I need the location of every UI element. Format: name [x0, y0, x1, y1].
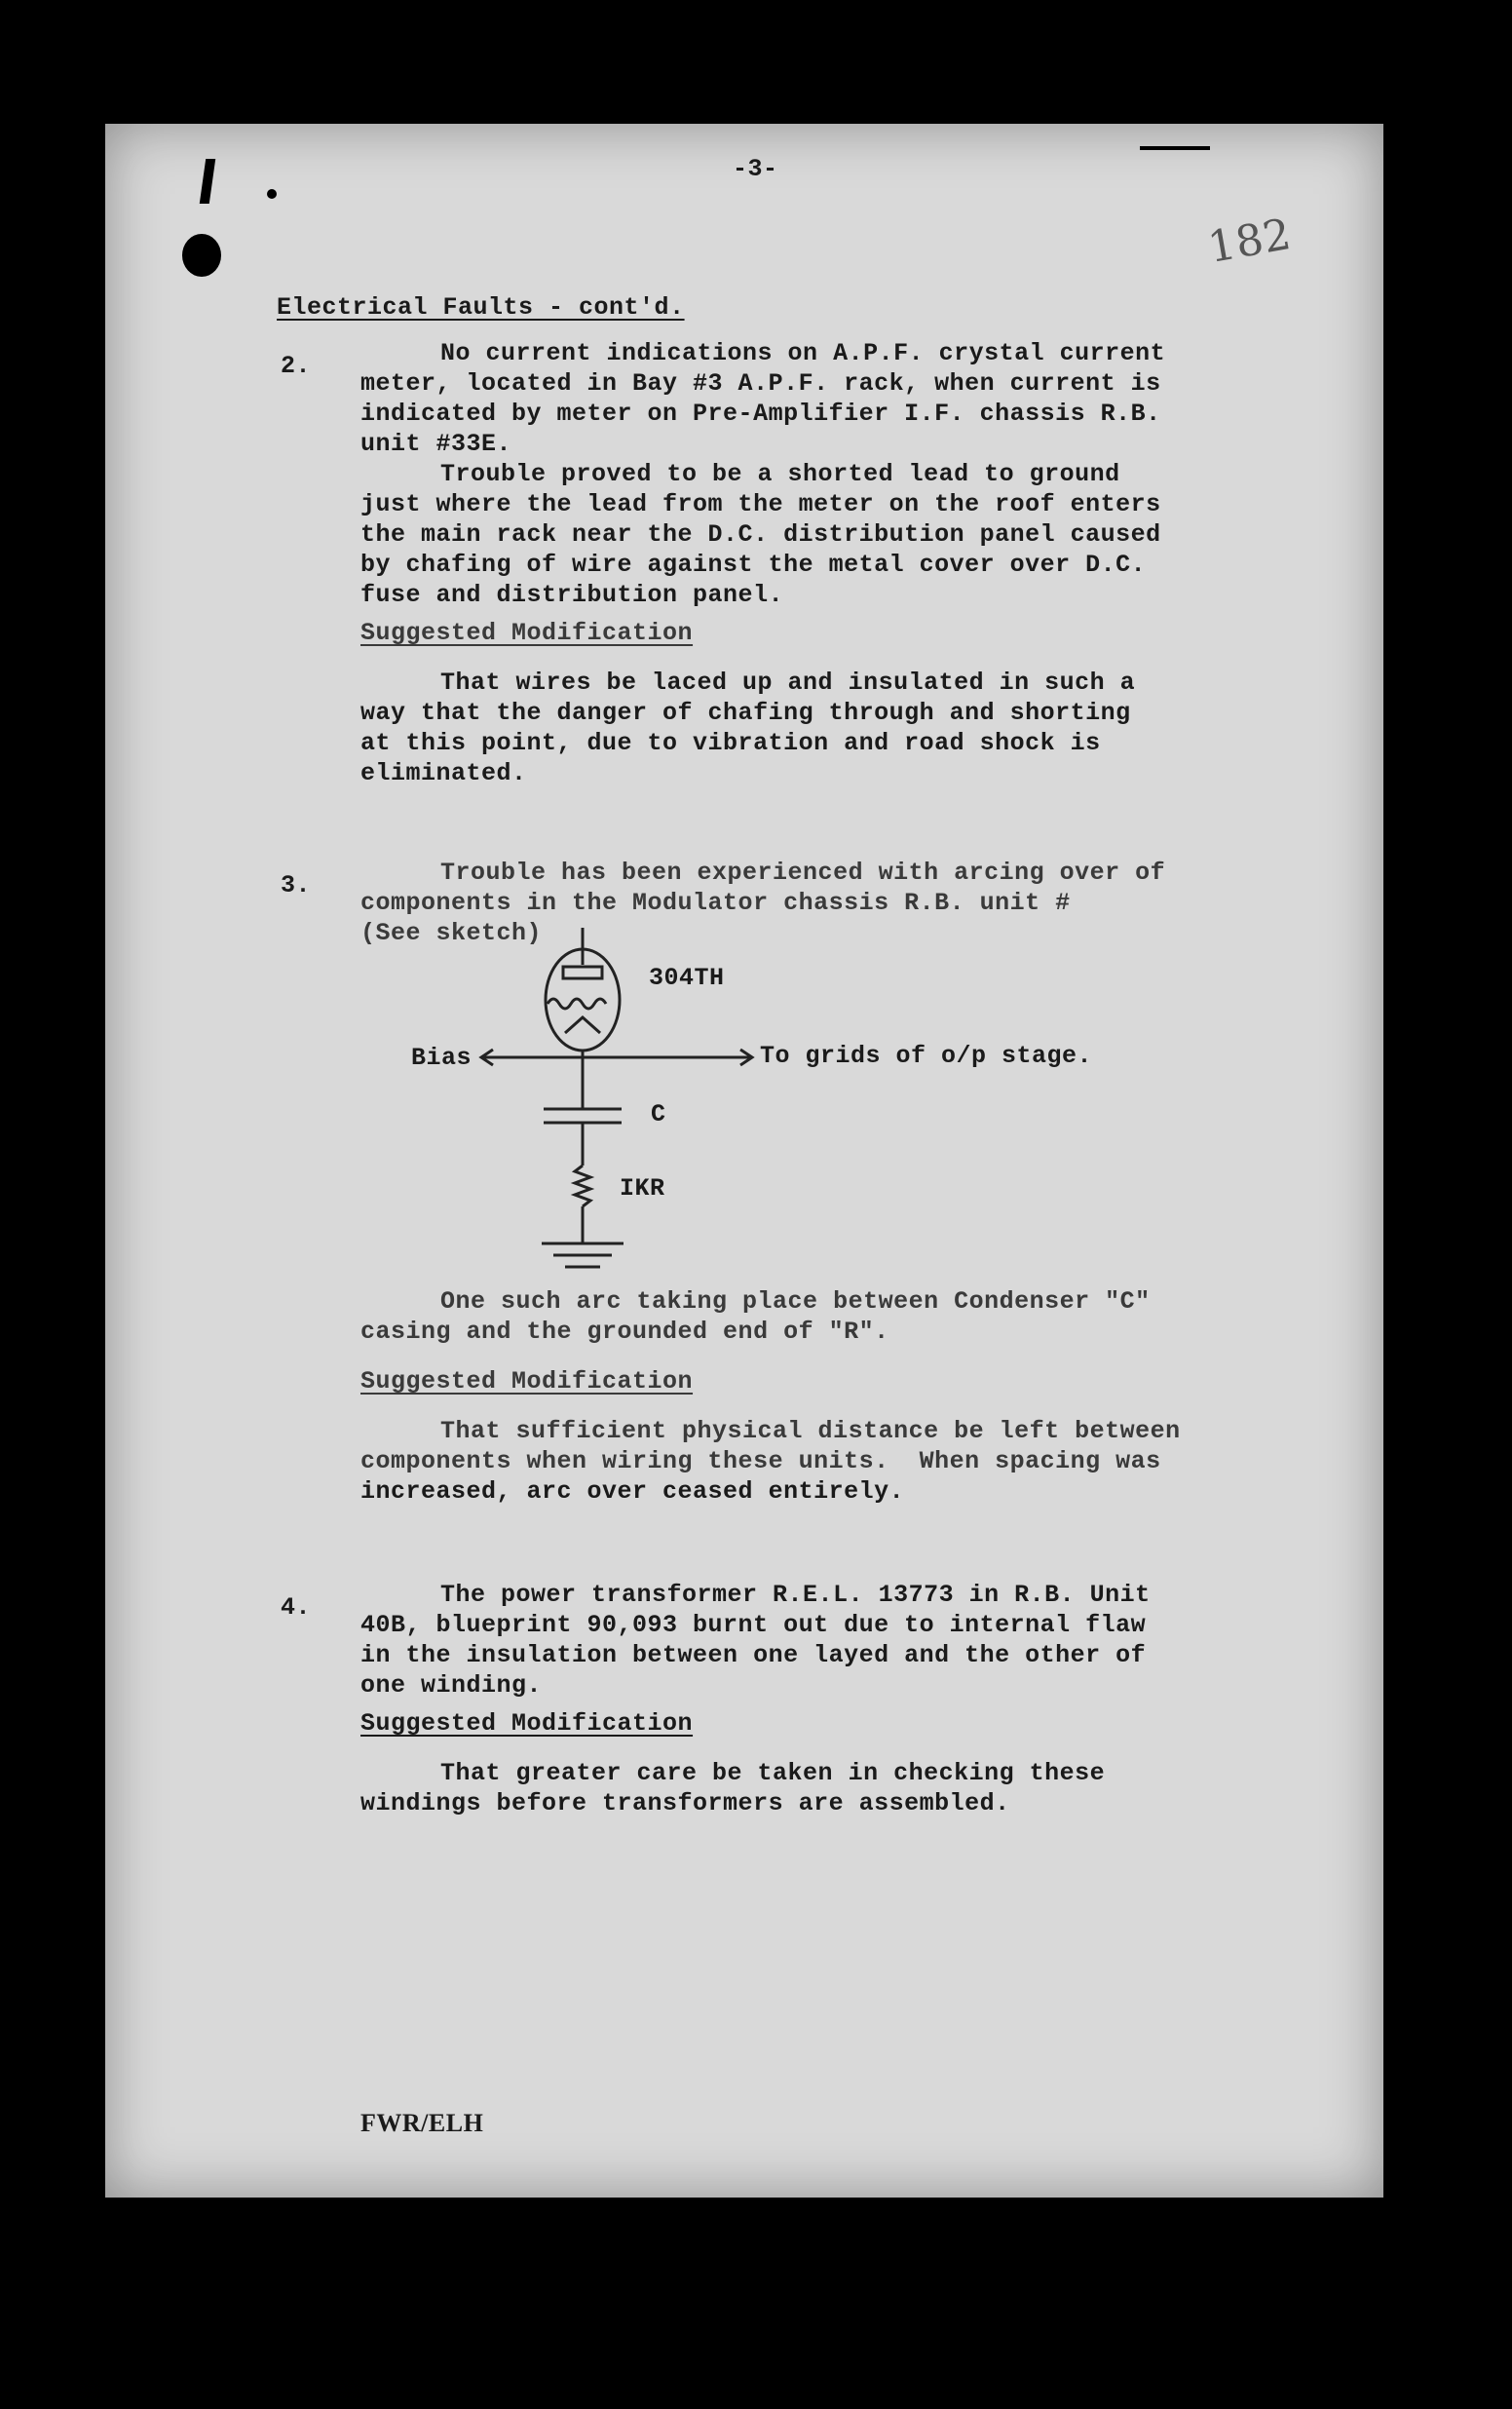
para-line: Trouble proved to be a shorted lead to ground	[440, 460, 1120, 488]
tube-plate	[563, 967, 602, 978]
para-line: No current indications on A.P.F. crystal current	[440, 339, 1166, 367]
modification-line: That sufficient physical distance be left between	[440, 1417, 1181, 1445]
item-number: 2.	[281, 352, 312, 380]
para-line: casing and the grounded end of "R".	[360, 1318, 889, 1346]
para-line: in the insulation between one layed and the other of	[360, 1641, 1147, 1669]
para-line: just where the lead from the meter on the roof enters	[360, 490, 1161, 518]
para-line: by chafing of wire against the metal cover over D.C.	[360, 551, 1147, 579]
para-line: The power transformer R.E.L. 13773 in R.B. Unit	[440, 1581, 1151, 1609]
resistor-zigzag	[575, 1166, 590, 1206]
para-line: indicated by meter on Pre-Amplifier I.F. chassis R.B.	[360, 400, 1161, 428]
item-number: 3.	[281, 871, 312, 899]
page-number: -3-	[733, 155, 778, 183]
tube-grid	[548, 999, 606, 1009]
modification-line: eliminated.	[360, 759, 527, 787]
para-line: Trouble has been experienced with arcing over of	[440, 859, 1166, 887]
para-line: 40B, blueprint 90,093 burnt out due to internal flaw	[360, 1611, 1147, 1639]
modification-line: components when wiring these units. When spacing was	[360, 1447, 1161, 1475]
para-line: fuse and distribution panel.	[360, 581, 784, 609]
modification-heading: Suggested Modification	[360, 619, 694, 647]
para-line: the main rack near the D.C. distribution panel caused	[360, 520, 1161, 549]
para-line: meter, located in Bay #3 A.P.F. rack, when current is	[360, 369, 1161, 398]
para-line: one winding.	[360, 1671, 543, 1700]
initials: FWR/ELH	[360, 2109, 484, 2137]
output-label: To grids of o/p stage.	[760, 1042, 1093, 1070]
modification-line: windings before transformers are assembled.	[360, 1789, 1010, 1817]
modification-line: That wires be laced up and insulated in such a	[440, 669, 1136, 697]
handwritten-folio: 182	[1204, 209, 1296, 274]
modification-line: That greater care be taken in checking these	[440, 1759, 1106, 1787]
capacitor-label: C	[651, 1100, 666, 1128]
modification-heading: Suggested Modification	[360, 1709, 694, 1738]
bias-label: Bias	[411, 1044, 472, 1072]
resistor-label: IKR	[620, 1174, 665, 1203]
tube-label: 304TH	[649, 964, 725, 992]
item-number: 4.	[281, 1593, 312, 1622]
modification-line: increased, arc over ceased entirely.	[360, 1477, 905, 1506]
para-line: unit #33E.	[360, 430, 512, 458]
modification-line: way that the danger of chafing through and shorting	[360, 699, 1131, 727]
para-line: components in the Modulator chassis R.B. unit #	[360, 889, 1071, 917]
section-heading: Electrical Faults - cont'd.	[277, 293, 685, 322]
para-line: (See sketch)	[360, 919, 543, 947]
tube-filament	[565, 1017, 600, 1033]
para-line: One such arc taking place between Condenser "C"	[440, 1287, 1151, 1316]
modification-heading: Suggested Modification	[360, 1367, 694, 1396]
modification-line: at this point, due to vibration and road shock is	[360, 729, 1101, 757]
